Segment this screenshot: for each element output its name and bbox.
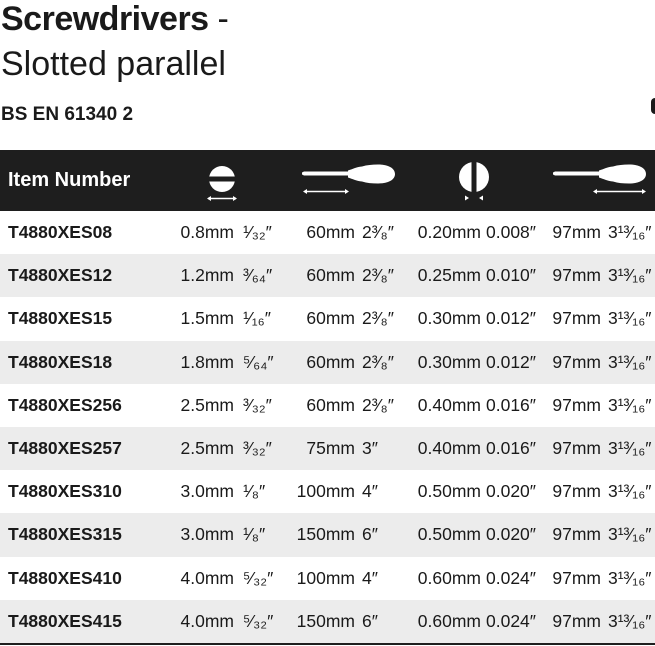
- tip-thickness-mm-cell: 0.60mm: [417, 610, 481, 631]
- tip-width-mm-cell: 1.5mm: [180, 308, 234, 329]
- overall-length-inch-cell: 3¹³⁄₁₆″: [608, 308, 652, 329]
- blade-length-mm-cell: 60mm: [306, 308, 355, 329]
- tip-thickness-mm-cell: 0.50mm: [417, 481, 481, 502]
- blade-length-mm-cell: 60mm: [306, 265, 355, 286]
- tip-width-inch-cell: ⁵⁄₆₄″: [243, 351, 274, 372]
- overall-length-inch-cell: 3¹³⁄₁₆″: [608, 351, 652, 372]
- tip-width-inch-cell: ¹⁄₈″: [243, 524, 266, 545]
- blade-length-inch-cell: 3″: [362, 438, 378, 458]
- tip-width-mm-cell: 3.0mm: [180, 524, 234, 545]
- table-header: [0, 150, 655, 211]
- table-bottom-border: [0, 643, 655, 645]
- tip-thickness-inch-cell: 0.016″: [486, 438, 536, 458]
- tip-width-inch-cell: ¹⁄₁₆″: [243, 308, 271, 329]
- overall-length-mm-cell: 97mm: [552, 610, 601, 631]
- overall-length-mm-cell: 97mm: [552, 222, 601, 242]
- tip-thickness-mm-cell: 0.40mm: [417, 394, 481, 415]
- table-row: [0, 384, 655, 427]
- overall-length-inch-cell: 3¹³⁄₁₆″: [608, 265, 652, 286]
- tip-width-mm-cell: 3.0mm: [180, 481, 234, 502]
- table-row: [0, 341, 655, 384]
- overall-length-inch-cell: 3¹³⁄₁₆″: [608, 394, 652, 415]
- tip-thickness-mm-cell: 0.40mm: [417, 438, 481, 458]
- tip-width-icon: [202, 150, 244, 211]
- item-number-cell: T4880XES257: [8, 438, 122, 458]
- overall-length-inch-cell: 3¹³⁄₁₆″: [608, 438, 652, 458]
- tip-thickness-inch-cell: 0.010″: [486, 265, 536, 286]
- tip-width-inch-cell: ¹⁄₈″: [243, 481, 266, 502]
- overall-length-inch-cell: 3¹³⁄₁₆″: [608, 524, 652, 545]
- blade-length-mm-cell: 75mm: [306, 438, 355, 458]
- edge-mark: [651, 98, 655, 114]
- tip-thickness-mm-cell: 0.30mm: [417, 308, 481, 329]
- table-row: [0, 513, 655, 556]
- tip-width-inch-cell: ¹⁄₃₂″: [243, 222, 272, 242]
- overall-length-mm-cell: 97mm: [552, 394, 601, 415]
- item-number-cell: T4880XES415: [8, 610, 122, 631]
- tip-thickness-inch-cell: 0.024″: [486, 610, 536, 631]
- blade-length-inch-cell: 4″: [362, 481, 378, 502]
- tip-thickness-icon: [452, 150, 496, 211]
- tip-width-inch-cell: ³⁄₆₄″: [243, 265, 273, 286]
- tip-width-inch-cell: ⁵⁄₃₂″: [243, 567, 274, 588]
- tip-width-mm-cell: 4.0mm: [180, 567, 234, 588]
- blade-length-icon: [300, 150, 398, 211]
- tip-thickness-mm-cell: 0.25mm: [417, 265, 481, 286]
- blade-length-inch-cell: 2³⁄₈″: [362, 265, 394, 286]
- tip-width-mm-cell: 0.8mm: [180, 222, 234, 242]
- table-row: [0, 211, 655, 254]
- overall-length-mm-cell: 97mm: [552, 308, 601, 329]
- tip-thickness-mm-cell: 0.30mm: [417, 351, 481, 372]
- tip-width-inch-cell: ⁵⁄₃₂″: [243, 610, 274, 631]
- item-number-cell: T4880XES256: [8, 394, 122, 415]
- blade-length-inch-cell: 6″: [362, 610, 378, 631]
- blade-length-mm-cell: 150mm: [296, 610, 355, 631]
- page-title: [1, 0, 228, 39]
- tip-width-mm-cell: 4.0mm: [180, 610, 234, 631]
- blade-length-inch-cell: 2³⁄₈″: [362, 351, 394, 372]
- tip-width-mm-cell: 1.8mm: [180, 351, 234, 372]
- tip-thickness-mm-cell: 0.20mm: [417, 222, 481, 242]
- item-number-cell: T4880XES12: [8, 265, 113, 286]
- item-number-cell: T4880XES15: [8, 308, 113, 329]
- table-row: [0, 427, 655, 470]
- tip-thickness-inch-cell: 0.024″: [486, 567, 536, 588]
- tip-thickness-inch-cell: 0.012″: [486, 308, 536, 329]
- blade-length-inch-cell: 6″: [362, 524, 378, 545]
- blade-length-mm-cell: 150mm: [296, 524, 355, 545]
- item-number-cell: T4880XES410: [8, 567, 122, 588]
- item-number-cell: T4880XES315: [8, 524, 122, 545]
- overall-length-inch-cell: 3¹³⁄₁₆″: [608, 567, 652, 588]
- tip-width-mm-cell: 2.5mm: [180, 394, 234, 415]
- page-subtitle: Slotted parallel: [1, 45, 226, 83]
- overall-length-inch-cell: 3¹³⁄₁₆″: [608, 481, 652, 502]
- item-number-cell: T4880XES310: [8, 481, 122, 502]
- overall-length-mm-cell: 97mm: [552, 265, 601, 286]
- blade-length-inch-cell: 2³⁄₈″: [362, 308, 394, 329]
- overall-length-inch-cell: 3¹³⁄₁₆″: [608, 610, 652, 631]
- overall-length-mm-cell: 97mm: [552, 524, 601, 545]
- table-row: [0, 600, 655, 643]
- title-main: Screwdrivers: [1, 0, 209, 38]
- overall-length-inch-cell: 3¹³⁄₁₆″: [608, 222, 652, 242]
- blade-length-mm-cell: 60mm: [306, 222, 355, 242]
- blade-length-mm-cell: 60mm: [306, 351, 355, 372]
- tip-thickness-mm-cell: 0.50mm: [417, 524, 481, 545]
- table-row: [0, 254, 655, 297]
- standard-label: BS EN 61340 2: [1, 104, 134, 125]
- blade-length-mm-cell: 100mm: [296, 481, 355, 502]
- blade-length-mm-cell: 60mm: [306, 394, 355, 415]
- tip-thickness-inch-cell: 0.008″: [486, 222, 536, 242]
- overall-length-mm-cell: 97mm: [552, 481, 601, 502]
- overall-length-mm-cell: 97mm: [552, 438, 601, 458]
- item-number-cell: T4880XES08: [8, 222, 113, 242]
- tip-thickness-mm-cell: 0.60mm: [417, 567, 481, 588]
- tip-width-inch-cell: ³⁄₃₂″: [243, 438, 272, 458]
- header-item-number: Item Number: [8, 169, 131, 191]
- tip-width-mm-cell: 2.5mm: [180, 438, 234, 458]
- blade-length-inch-cell: 4″: [362, 567, 378, 588]
- table-row: [0, 297, 655, 340]
- title-dash: -: [208, 0, 229, 38]
- tip-thickness-inch-cell: 0.020″: [486, 481, 536, 502]
- tip-width-mm-cell: 1.2mm: [180, 265, 234, 286]
- tip-thickness-inch-cell: 0.020″: [486, 524, 536, 545]
- blade-length-inch-cell: 2³⁄₈″: [362, 394, 394, 415]
- table-row: [0, 470, 655, 513]
- tip-width-inch-cell: ³⁄₃₂″: [243, 394, 272, 415]
- tip-thickness-inch-cell: 0.012″: [486, 351, 536, 372]
- table-row: [0, 557, 655, 600]
- tip-thickness-inch-cell: 0.016″: [486, 394, 536, 415]
- overall-length-icon: [551, 150, 655, 211]
- blade-length-mm-cell: 100mm: [296, 567, 355, 588]
- item-number-cell: T4880XES18: [8, 351, 113, 372]
- blade-length-inch-cell: 2³⁄₈″: [362, 222, 394, 242]
- overall-length-mm-cell: 97mm: [552, 351, 601, 372]
- overall-length-mm-cell: 97mm: [552, 567, 601, 588]
